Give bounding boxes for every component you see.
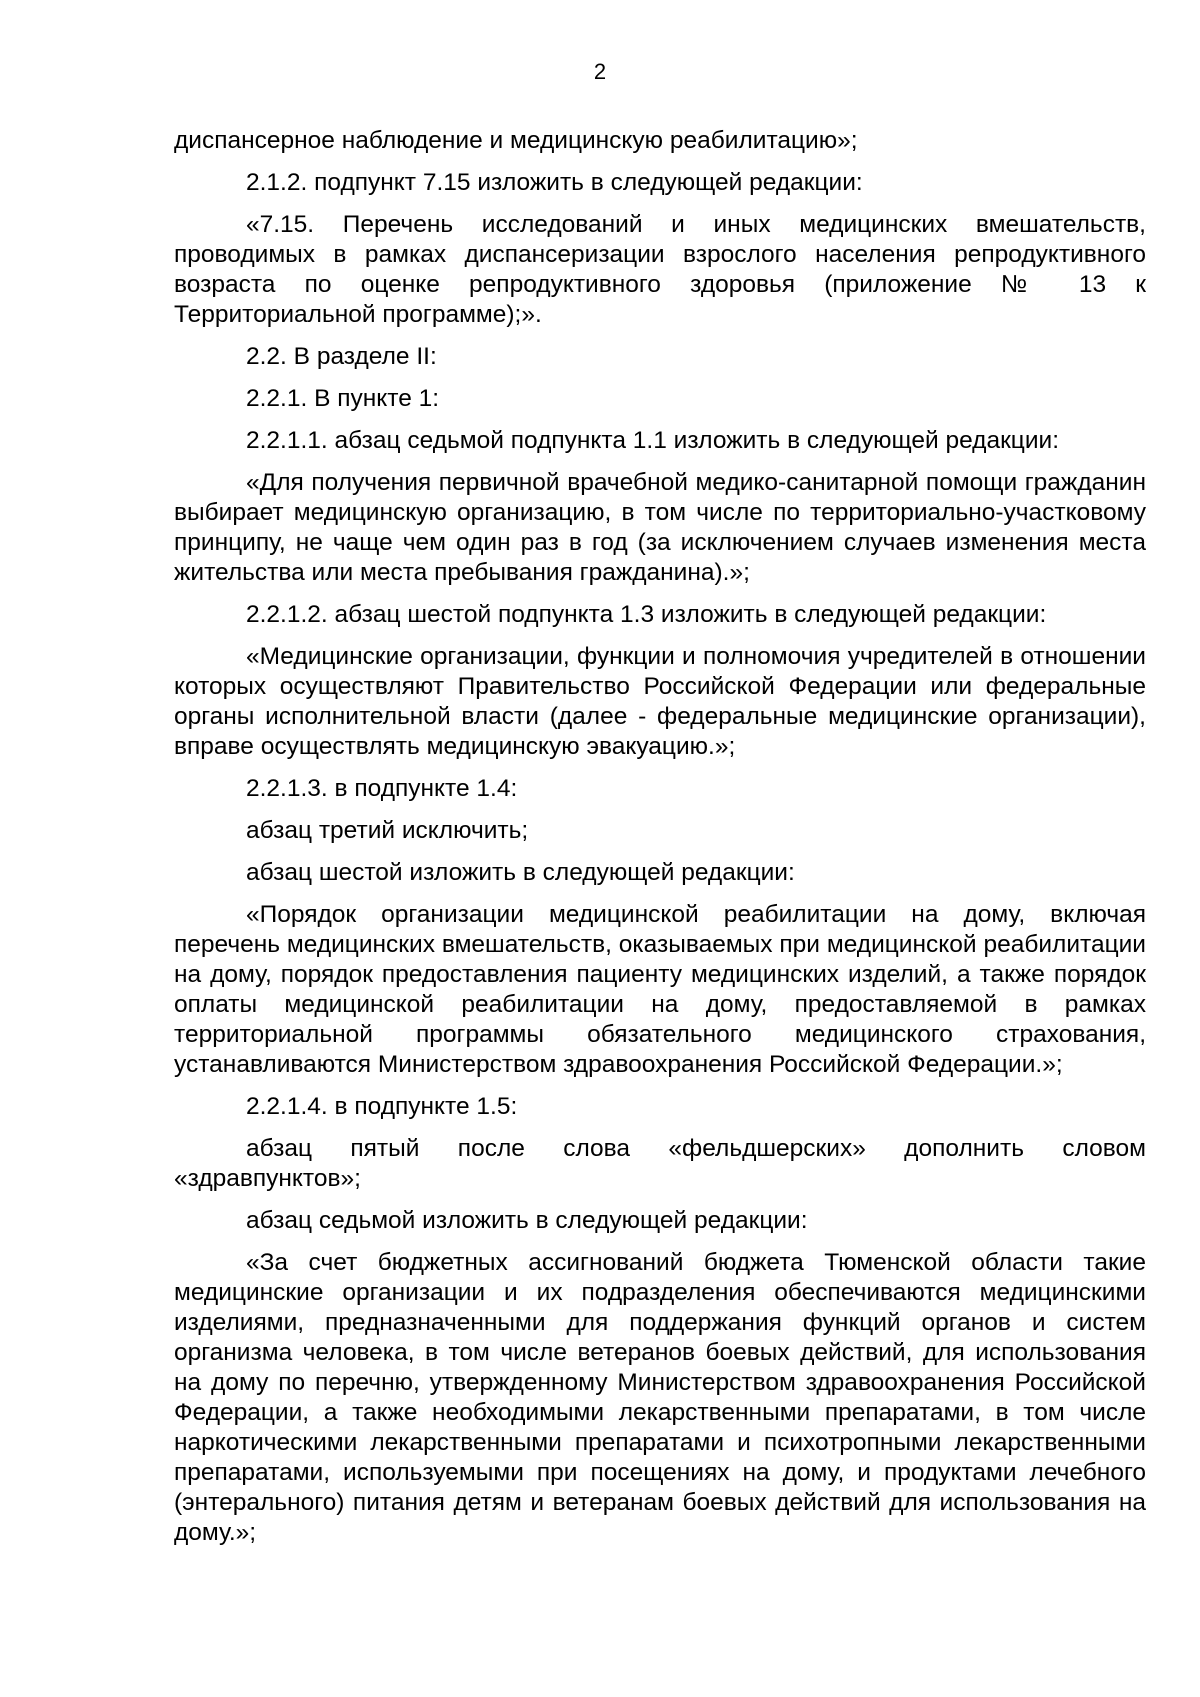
- page-number: 2: [593, 59, 607, 84]
- paragraph-2-2-1-3: 2.2.1.3. в подпункте 1.4:: [246, 775, 518, 802]
- paragraph-2-2-1-1: 2.2.1.1. абзац седьмой подпункта 1.1 изложить в следующей редакции:: [246, 427, 1060, 454]
- paragraph-2-1-2: 2.1.2. подпункт 7.15 изложить в следующей редакции:: [246, 169, 863, 196]
- paragraph-abzac-3: абзац третий исключить;: [246, 817, 529, 844]
- paragraph-federal-orgs-quote: «Медицинские организации, функции и полномочия учредителей в отношении которых осуществляют Правительство Российской Федерации или федеральные органы исполнительной власти (далее - федеральные медицинские организации), вправе осуществлять медицинскую эвакуацию.»;: [174, 643, 1146, 760]
- paragraph-2-2-1-2: 2.2.1.2. абзац шестой подпункта 1.3 изложить в следующей редакции:: [246, 601, 1047, 628]
- paragraph-continuation: диспансерное наблюдение и медицинскую реабилитацию»;: [174, 127, 858, 154]
- paragraph-2-2-1: 2.2.1. В пункте 1:: [246, 385, 440, 412]
- paragraph-2-2: 2.2. В разделе II:: [246, 343, 437, 370]
- paragraph-abzac-5: абзац пятый после слова «фельдшерских» дополнить словом «здравпунктов»;: [174, 1135, 1146, 1192]
- paragraph-7-15-quote: «7.15. Перечень исследований и иных медицинских вмешательств, проводимых в рамках диспансеризации взрослого населения репродуктивного возраста по оценке репродуктивного здоровья (приложение № 13 к Территориальной программе);».: [174, 211, 1146, 328]
- paragraph-2-2-1-4: 2.2.1.4. в подпункте 1.5:: [246, 1093, 518, 1120]
- paragraph-abzac-7: абзац седьмой изложить в следующей редакции:: [246, 1207, 808, 1234]
- document-body: [174, 126, 1146, 1560]
- paragraph-rehab-quote: «Порядок организации медицинской реабилитации на дому, включая перечень медицинских вмешательств, оказываемых при медицинской реабилитации на дому, порядок предоставления пациенту медицинских изделий, а также порядок оплаты медицинской реабилитации на дому, предоставляемой в рамках территориальной программы обязательного медицинского страхования, устанавливаются Министерством здравоохранения Российской Федерации.»;: [174, 901, 1146, 1078]
- paragraph-primary-care-quote: «Для получения первичной врачебной медико-санитарной помощи гражданин выбирает медицинскую организацию, в том числе по территориально-участковому принципу, не чаще чем один раз в год (за исключением случаев изменения места жительства или места пребывания гражданина).»;: [174, 469, 1146, 586]
- paragraph-abzac-6: абзац шестой изложить в следующей редакции:: [246, 859, 795, 886]
- paragraph-budget-quote: «За счет бюджетных ассигнований бюджета Тюменской области такие медицинские организации и их подразделения обеспечиваются медицинскими изделиями, предназначенными для поддержания функций органов и систем организма человека, в том числе ветеранов боевых действий, для использования на дому по перечню, утвержденному Министерством здравоохранения Российской Федерации, а также необходимыми лекарственными препаратами, в том числе наркотическими лекарственными препаратами и психотропными лекарственными препаратами, используемыми при посещениях на дому, и продуктами лечебного (энтерального) питания детям и ветеранам боевых действий для использования на дому.»;: [174, 1249, 1146, 1546]
